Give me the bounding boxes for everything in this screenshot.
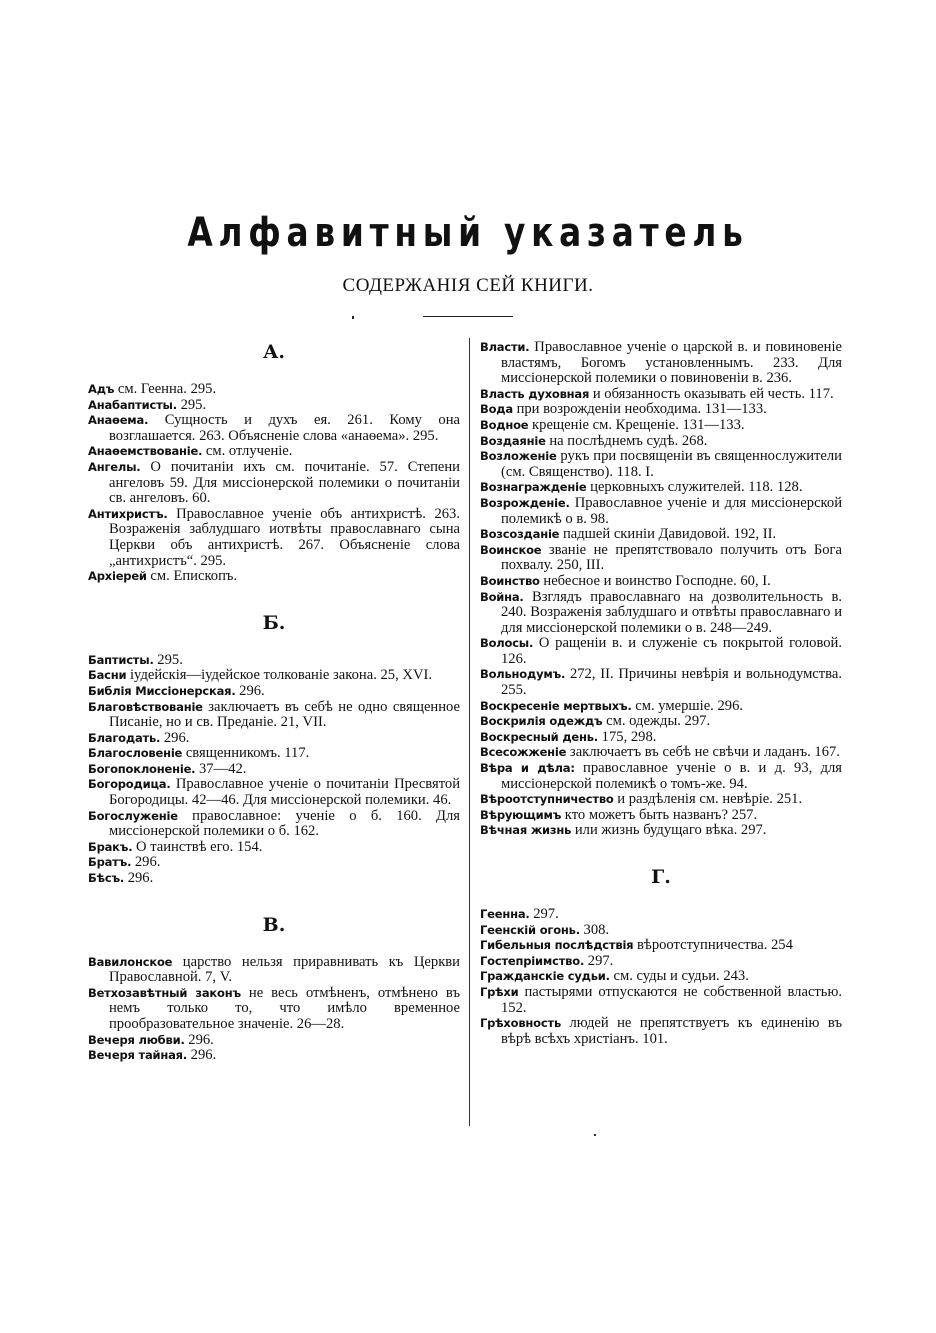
entry-headword: Богослуженіе xyxy=(88,808,178,823)
index-entry xyxy=(88,1033,460,1049)
entry-text: или жизнь будущаго вѣка. 297. xyxy=(571,822,767,839)
entry-text: іудейскія—іудейское толкованіе закона. 25, XVI. xyxy=(126,667,432,684)
entry-text: при возрожденіи необходима. 131—133. xyxy=(512,401,767,418)
entry-headword: Антихристъ. xyxy=(88,506,168,521)
index-entry xyxy=(88,460,460,507)
entry-headword: Богородица. xyxy=(88,777,171,792)
title-rule xyxy=(423,316,513,317)
index-entry xyxy=(88,1048,460,1064)
entry-text: см. суды и судьи. 243. xyxy=(609,968,749,985)
index-entry xyxy=(88,653,460,669)
entry-text: 175, 298. xyxy=(598,728,657,745)
entry-text: Взглядъ православнаго на дозволительность в. 240. Возраженія заблудшаго и отвѣты православнаго и для миссіонерской полемики о в. 248—249. xyxy=(501,588,842,636)
letter-gap xyxy=(88,937,460,955)
entry-text: 308. xyxy=(579,921,610,938)
index-entry xyxy=(480,590,842,637)
entry-headword: Вечеря тайная. xyxy=(88,1048,188,1063)
entry-headword: Власти. xyxy=(480,340,530,354)
index-entry xyxy=(480,496,842,527)
letter-gap xyxy=(88,635,460,653)
index-entry xyxy=(480,699,842,715)
entry-text: см. отлученіе. xyxy=(202,443,293,460)
index-entry xyxy=(480,449,842,480)
entry-headword: Воинство xyxy=(480,573,540,588)
entry-text: 296. xyxy=(235,682,265,699)
entry-headword: Баптисты. xyxy=(88,652,154,667)
column-divider xyxy=(469,338,470,1126)
entry-text: Православное ученіе объ антихристѣ. 263. Возраженія заблудшаго иотвѣты православнаго сына Церкви объ антихристѣ. 267. Объясненіе слова „антихристъ“. 295. xyxy=(109,505,460,569)
entry-headword: Архіерей xyxy=(88,569,147,584)
section-letter: В. xyxy=(262,913,286,936)
index-entry xyxy=(88,731,460,747)
section-letter: Г. xyxy=(651,866,671,888)
entry-headword: Гибельныя послѣдствія xyxy=(480,938,634,953)
entry-headword: Возложеніе xyxy=(480,449,557,464)
section-letter: А. xyxy=(262,341,286,363)
index-entry xyxy=(480,574,842,590)
entry-headword: Богопоклоненіе. xyxy=(88,761,196,776)
entry-text: и обязанность оказывать ей честь. 117. xyxy=(589,385,834,402)
index-entry xyxy=(88,413,460,444)
ink-speck-bottom xyxy=(594,1134,596,1136)
index-entry xyxy=(88,955,460,986)
entry-text: О почитаніи ихъ см. почитаніе. 57. Степени ангеловъ 59. Для миссіонерской полемики о почитаніи св. ангеловъ. 60. xyxy=(109,458,460,507)
entry-headword: Анаѳема. xyxy=(88,413,149,428)
entry-text: не весь отмѣненъ, отмѣнено въ немъ только то, что имѣло временное прообразовательное значеніе. 26—28. xyxy=(109,984,460,1032)
entry-headword: Братъ. xyxy=(88,855,132,870)
index-entry xyxy=(88,809,460,840)
index-entry xyxy=(480,823,842,839)
entry-text: царство нельзя приравнивать къ Церкви Православной. 7, V. xyxy=(109,953,460,986)
entry-text: православное: ученіе о б. 160. Для миссіонерской полемики о б. 162. xyxy=(109,807,460,840)
entry-headword: Адъ xyxy=(88,382,115,396)
entry-headword: Благословеніе xyxy=(88,746,183,761)
entry-text: заключаетъ въ себѣ не свѣчи и ладанъ. 167. xyxy=(566,744,840,761)
entry-text: на послѣднемъ судѣ. 268. xyxy=(545,432,708,449)
entry-headword: Воскрилія одеждъ xyxy=(480,714,603,729)
entry-headword: Вода xyxy=(480,402,513,417)
entry-text: Православное ученіе о царской в. и повиновеніе властямъ, Богомъ установленнымъ. 233. Для миссіонерской полемики о повиновеніи в. 236. xyxy=(501,339,842,387)
section-spacer xyxy=(88,585,460,611)
entry-headword: Воздаяніе xyxy=(480,433,546,448)
letter-gap xyxy=(480,889,842,907)
index-entry xyxy=(480,938,842,954)
entry-headword: Грѣховность xyxy=(480,1016,562,1031)
entry-headword: Война. xyxy=(480,589,524,604)
ink-speck xyxy=(352,316,354,319)
index-entry xyxy=(480,1016,842,1047)
index-entry xyxy=(480,969,842,985)
index-entry xyxy=(480,923,842,939)
index-entry xyxy=(480,480,842,496)
index-entry xyxy=(88,746,460,762)
entry-text: кто можетъ быть названъ? 257. xyxy=(561,806,758,823)
letter-gap xyxy=(88,364,460,382)
entry-headword: Бѣсъ. xyxy=(88,871,125,886)
entry-text: вѣроотступничества. 254 xyxy=(633,937,793,954)
index-entry xyxy=(88,507,460,569)
page-subtitle: СОДЕРЖАНІЯ СЕЙ КНИГИ. xyxy=(342,275,594,296)
entry-text: О таинствѣ его. 154. xyxy=(132,838,263,855)
entry-headword: Возсозданіе xyxy=(480,527,560,542)
section-spacer xyxy=(88,887,460,913)
entry-text: 297. xyxy=(529,906,559,922)
index-entry xyxy=(88,986,460,1033)
left-column xyxy=(88,340,460,1064)
entry-text: Сущность и духъ ея. 261. Кому она возглашается. 263. Объясненіе слова «анаѳема». 295. xyxy=(109,412,460,444)
entry-text: см. умершіе. 296. xyxy=(631,697,744,714)
index-entry xyxy=(480,792,842,808)
index-entry xyxy=(480,543,842,574)
entry-text: и раздѣленія см. невѣріе. 251. xyxy=(613,791,803,808)
entry-text: 296. xyxy=(187,1047,217,1064)
section-letter: Б. xyxy=(262,611,286,634)
entry-headword: Воинское xyxy=(480,542,542,557)
index-entry xyxy=(480,434,842,450)
index-entry xyxy=(480,808,842,824)
entry-text: 295. xyxy=(176,396,207,413)
entry-text: званіе не препятствовало получить отъ Бога похвалу. 250, III. xyxy=(501,541,842,574)
entry-headword: Геенна. xyxy=(480,907,530,921)
entry-text: 296. xyxy=(160,729,190,746)
entry-headword: Анабаптисты. xyxy=(88,397,177,412)
entry-text: падшей скиніи Давидовой. 192, II. xyxy=(559,526,777,543)
entry-text: Православное ученіе о почитаніи Пресвятой Богородицы. 42—46. Для миссіонерской полемики. 46. xyxy=(109,776,460,809)
entry-headword: Волосы. xyxy=(480,636,534,651)
entry-text: рукъ при посвященіи въ священнослужители (см. Священство). 118. I. xyxy=(501,448,842,480)
page-title: Алфавитный указатель xyxy=(187,210,749,256)
index-entry xyxy=(88,700,460,731)
entry-text: заключаетъ въ себѣ не одно священное Писаніе, но и св. Преданіе. 21, VII. xyxy=(109,698,460,731)
index-entry xyxy=(480,954,842,970)
entry-text: 297. xyxy=(584,952,614,969)
index-entry xyxy=(480,527,842,543)
entry-headword: Власть духовная xyxy=(480,386,590,401)
entry-text: см. Епископъ. xyxy=(146,568,238,585)
index-entry xyxy=(480,667,842,698)
entry-headword: Всесожженіе xyxy=(480,745,567,760)
entry-headword: Благовѣствованіе xyxy=(88,699,203,714)
entry-text: Православное ученіе и для миссіонерской полемикѣ о в. 98. xyxy=(501,494,842,527)
index-entry xyxy=(88,398,460,414)
entry-headword: Вавилонское xyxy=(88,954,173,969)
index-entry xyxy=(480,907,842,923)
index-entry xyxy=(88,855,460,871)
entry-text: крещеніе см. Крещеніе. 131—133. xyxy=(528,416,745,433)
entry-headword: Вѣра и дѣла: xyxy=(480,761,575,776)
entry-text: православное ученіе о в. и д. 93, для миссіонерской полемикѣ о томъ-же. 94. xyxy=(501,760,843,792)
entry-headword: Вѣчная жизнь xyxy=(480,823,572,838)
index-entry xyxy=(480,745,842,761)
entry-headword: Басни xyxy=(88,668,127,683)
index-entry xyxy=(480,761,842,792)
index-entry xyxy=(480,985,842,1016)
index-entry xyxy=(88,668,460,684)
entry-headword: Ангелы. xyxy=(88,459,141,474)
index-entry xyxy=(88,569,460,585)
index-entry xyxy=(88,684,460,700)
entry-text: небесное и воинство Господне. 60, I. xyxy=(539,572,771,589)
index-entry xyxy=(88,777,460,808)
entry-text: священникомъ. 117. xyxy=(182,745,310,762)
entry-headword: Вечеря любви. xyxy=(88,1032,185,1047)
entry-text: 296. xyxy=(131,854,161,871)
entry-headword: Вознагражденіе xyxy=(480,480,587,495)
entry-headword: Библія Миссіонерская. xyxy=(88,683,236,698)
index-entry xyxy=(88,382,460,398)
entry-headword: Возрожденіе. xyxy=(480,495,570,510)
entry-headword: Гражданскіе судьи. xyxy=(480,969,610,984)
right-column xyxy=(480,340,842,1047)
section-spacer xyxy=(480,839,842,865)
index-entry xyxy=(480,387,842,403)
entry-text: см. одежды. 297. xyxy=(602,713,711,730)
entry-headword: Гостепріимство. xyxy=(480,953,585,968)
entry-headword: Вѣрующимъ xyxy=(480,807,562,822)
entry-headword: Геенскій огонь. xyxy=(480,922,580,937)
entry-headword: Бракъ. xyxy=(88,839,133,854)
entry-text: см. Геенна. 295. xyxy=(114,381,217,397)
index-entry xyxy=(480,340,842,387)
entry-text: людей не препятствуетъ къ единенію въ вѣрѣ всѣхъ христіанъ. 101. xyxy=(501,1015,842,1047)
index-entry xyxy=(88,840,460,856)
index-entry xyxy=(88,444,460,460)
entry-headword: Воскресеніе мертвыхъ. xyxy=(480,698,632,713)
index-entry xyxy=(480,714,842,730)
entry-headword: Анаѳемствованіе. xyxy=(88,444,203,459)
index-entry xyxy=(480,402,842,418)
entry-headword: Вѣроотступничество xyxy=(480,792,614,807)
index-entry xyxy=(480,418,842,434)
entry-text: 295. xyxy=(153,651,183,668)
entry-text: 296. xyxy=(184,1031,214,1048)
entry-text: О ращеніи в. и служеніе съ покрытой головой. 126. xyxy=(501,635,842,667)
entry-headword: Воскресный день. xyxy=(480,729,599,744)
entry-headword: Благодать. xyxy=(88,730,161,745)
entry-text: церковныхъ служителей. 118. 128. xyxy=(586,479,803,496)
entry-headword: Ветхозавѣтный законъ xyxy=(88,985,241,1000)
index-entry xyxy=(88,871,460,887)
entry-text: пастырями отпускаются не собственной властью. 152. xyxy=(501,983,842,1016)
entry-headword: Грѣхи xyxy=(480,984,519,999)
entry-text: 37—42. xyxy=(195,760,247,777)
index-entry xyxy=(88,762,460,778)
index-entry xyxy=(480,730,842,746)
entry-text: 296. xyxy=(124,870,154,887)
index-entry xyxy=(480,636,842,667)
entry-text: 272, II. Причины невѣрія и вольнодумства. 255. xyxy=(501,666,842,699)
entry-headword: Водное xyxy=(480,417,529,432)
entry-headword: Вольнодумъ. xyxy=(480,667,566,682)
